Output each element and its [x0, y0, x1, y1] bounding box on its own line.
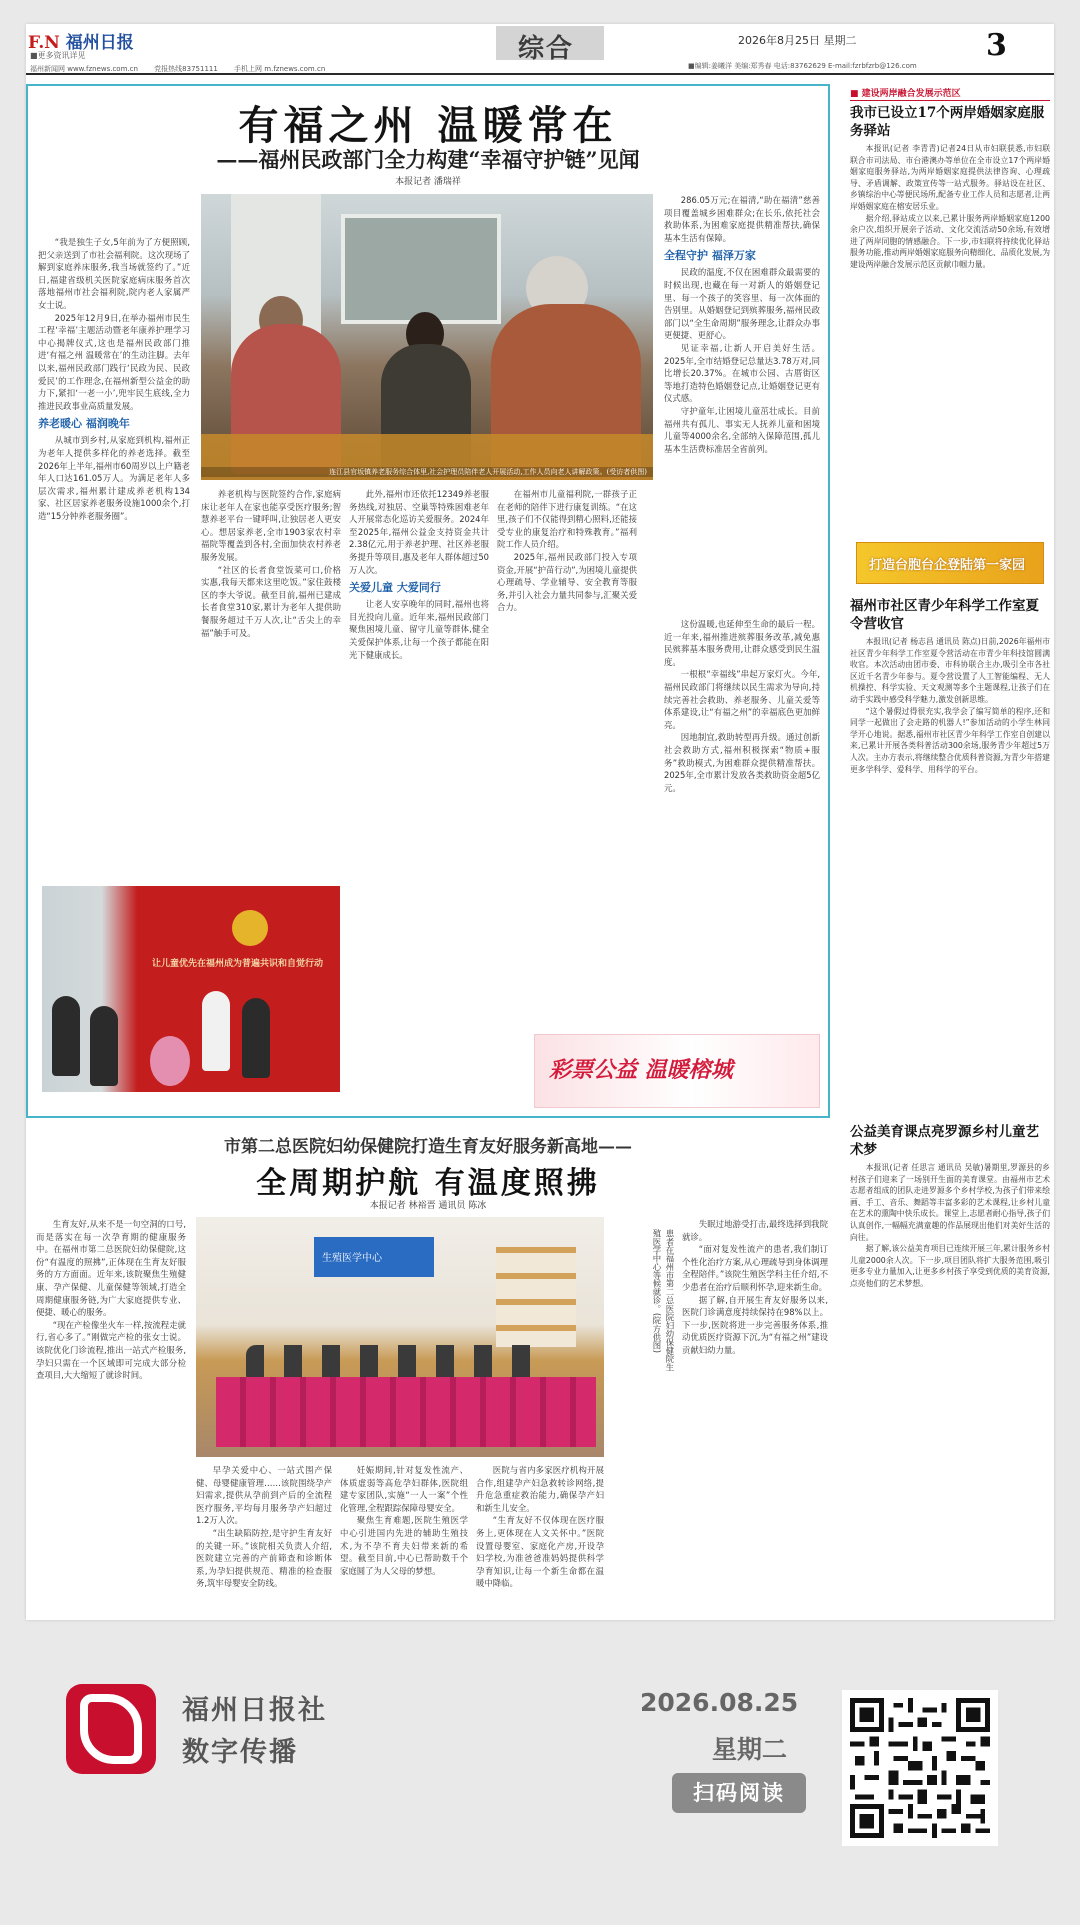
- scan-read-button[interactable]: 扫码阅读: [672, 1773, 806, 1813]
- footer-org-sub: 数字传播: [182, 1737, 298, 1768]
- main-col-2: 养老机构与医院签约合作,家庭病床让老年人在家也能享受医疗服务;智慧养老平台一键呼叫,让独居老人更安心。想居家养老,全市1903家农村幸福院等覆盖到各村,全面加快农村养老服务发展。 “社区的长者食堂饭菜可口,价格实惠,我每天都来这里吃饭。”家住鼓楼区的李大爷说。截至目前,福州已建成长者食堂310家,累计为老年人提供助餐服务超过千万人次,让“舌尖上的幸福”触手可及。: [201, 489, 341, 638]
- footer-org-name: 福州日报社: [182, 1695, 327, 1726]
- main-col-3: 此外,福州市还依托12349养老服务热线,对独居、空巢等特殊困难老年人开展常态化巡访关爱服务。2024年至2025年,福州公益金支持资金共计2.38亿元,用于养老护理、社区养老服务提升等项目,惠及老年人群体超过50万人次。 关爱儿童 大爱同行 让老人安享晚年的同时,福州也将目光投向儿童。近年来,福州民政部门聚焦困境儿童、留守儿童等群体,健全关爱保护体系,让每一个孩子都能在阳光下健康成长。: [349, 489, 489, 660]
- masthead: [26, 24, 1054, 76]
- main-col-5: 286.05万元;在福清,“助在福清”慈善项目覆盖城乡困难群众;在长乐,依托社会救助体系,为困难家庭提供精准帮扶,确保基本生活有保障。 全程守护 福泽万家 民政的温度,不仅在困难群众最需要的时候出现,也藏在每一对新人的婚姻登记里、每一个孩子的笑容里、每一次体面的告别里。从婚姻登记到殡葬服务,福州民政部门以“全生命周期”服务理念,让群众办事更便捷、更舒心。 见证幸福,让新人开启美好生活。2025年,全市结婚登记总量达3.78万对,同比增长20.37%。在城市公园、古厝街区等地打造特色婚姻登记点,让婚姻登记更有仪式感。 守护童年,让困境儿童茁壮成长。目前福州共有孤儿、事实无人抚养儿童和困境儿童等4000余名,全部纳入保障范围,孤儿基本生活费标准居全省前列。: [664, 195, 820, 454]
- elderly-care-photo: [201, 194, 653, 480]
- main-subhead: ——福州民政部门全力构建“幸福守护链”见闻: [216, 147, 640, 172]
- masthead-slogan: ■更多资讯详见: [30, 51, 86, 60]
- story2-kicker: 市第二总医院妇幼保健院打造生育友好服务新高地——: [224, 1137, 632, 1157]
- column-tag: ■ 建设两岸融合发展示范区: [850, 86, 1050, 101]
- story2-col-5: 失眠过地游受打击,最终选择到我院就诊。 “面对复发性流产的患者,我们制订个性化治疗方案,从心理疏导到身体调理全程陪伴。”该院生殖医学科主任介绍,不少患者在治疗后顺利怀孕,迎来新生命。 据了解,自开展生育友好服务以来,医院门诊满意度持续保持在98%以上。下一步,医院将进一步完善服务体系,推动优质医疗资源下沉,为“有福之州”建设贡献妇幼力量。: [682, 1219, 828, 1355]
- main-col-1: “我是独生子女,5年前为了方便照顾,把父亲送到了市社会福利院。这次现场了解到家庭养床服务,我当场就签约了。”近日,福建省级机关医院家庭病床服务首次落地福州市社会福利院,院内老人家属严女士说。 2025年12月9日,在举办福州市民生工程‘幸福’主题活动暨老年康养护理学习中心揭牌仪式,这也是福州民政部门推进‘有福之州 温暖常在’的生动注脚。去年以来,福州民政部门践行‘民政为民、民政爱民’的工作理念,在福州新型公益金的助力下,紧扣‘一老一小’,兜牢民生底线,全力推进民政事业高质量发展。 养老暖心 福润晚年 从城市到乡村,从家庭到机构,福州正为老年人提供多样化的养老选择。截至2026年上半年,福州市60周岁以上户籍老年人口达161.05万人。为满足老年人多层次需求,福州累计建成养老机构134家、社区居家养老服务设施1000余个,打造“15分钟养老服务圈”。: [38, 237, 190, 521]
- right-article-3-body: 本报讯(记者 任思言 通讯员 吴敏)暑期里,罗源县的乡村孩子们迎来了一场别开生面的美育课堂。由福州市艺术志愿者组成的团队走进罗源多个乡村学校,为孩子们带来绘画、手工、音乐、舞蹈等丰富多彩的艺术课程,让乡村儿童在艺术的熏陶中快乐成长。课堂上,志愿者耐心指导,孩子们认真创作,一幅幅充满童趣的作品展现出他们对美好生活的向往。 据了解,该公益美育项目已连续开展三年,累计服务乡村儿童2000余人次。下一步,项目团队将扩大服务范围,吸引更多专业力量加入,让更多乡村孩子享受到优质的美育资源,点亮他们的艺术梦想。: [850, 1163, 1050, 1288]
- taiwan-homeland-ad[interactable]: 打造台胞台企登陆第一家园: [856, 542, 1044, 584]
- right-article-3-title: 公益美育课点亮罗源乡村儿童艺术梦: [850, 1124, 1039, 1158]
- footer-weekday: 星期二: [712, 1735, 788, 1764]
- main-col-6: 这份温暖,也延伸至生命的最后一程。近一年来,福州推进殡葬服务改革,减免惠民殡葬基本服务费用,让群众感受到民生温度。 一根根“幸福线”串起万家灯火。今年,福州民政部门将继续以民生需求为导向,持续完善社会救助、养老服务、儿童关爱等体系建设,让“有福之州”的幸福底色更加鲜亮。 因地制宜,救助转型再升级。通过创新社会救助方式,福州积极探索“物质+服务”救助模式,为困难群众提供精准帮扶。2025年,全市累计发放各类救助资金超5亿元。: [664, 619, 820, 793]
- editor-credits: ■编辑:姜曦洋 美编:郑秀春 电话:83762629 E-mail:fzrbfzrb@126.com: [688, 62, 917, 70]
- hotline: 党报热线83751111: [154, 65, 218, 73]
- hospital-waiting-photo: 生殖医学中心: [196, 1217, 604, 1457]
- story2-col-2: 早孕关爱中心、一站式围产保健、母婴健康管理……该院围绕孕产妇需求,提供从孕前到产后的全流程医疗服务,平均每月服务孕产妇超过1.2万人次。 “出生缺陷防控,是守护生育友好的关键一环。”该院相关负责人介绍,医院建立完善的产前筛查和诊断体系,为孕妇提供规范、精准的检查服务,筑牢母婴安全防线。: [196, 1465, 332, 1589]
- section-heading: 全程守护 福泽万家: [664, 249, 756, 263]
- newspaper-logo: F.N 福州日报: [28, 33, 134, 53]
- mobile-url: 手机上网 m.fznews.com.cn: [234, 65, 326, 73]
- newspaper-page: [26, 24, 1054, 1620]
- story2-headline[interactable]: 全周期护航 有温度照拂: [256, 1166, 600, 1201]
- qr-code-icon[interactable]: [842, 1690, 998, 1846]
- right-article-3[interactable]: [850, 1120, 1050, 1614]
- site-url: 福州新闻网 www.fznews.com.cn: [30, 65, 138, 73]
- page-number: 3: [986, 28, 1007, 63]
- right-article-1-body: 本报讯(记者 李青青)记者24日从市妇联获悉,市妇联联合市司法局、市台港澳办等单位在全市设立17个两岸婚姻家庭服务驿站,为两岸婚姻家庭提供法律咨询、心理疏导、矛盾调解、政策宣传等一站式服务。驿站设在社区、乡镇综治中心等便民场所,配备专业工作人员和志愿者,让两岸婚姻家庭在榕安居乐业。 据介绍,驿站成立以来,已累计服务两岸婚姻家庭1200余户次,组织开展亲子活动、文化交流活动50余场,有效增进了两岸同胞的情感融合。下一步,市妇联将持续优化驿站服务功能,推动两岸婚姻家庭服务向精细化、品质化发展,为建设两岸融合发展示范区贡献巾帼力量。: [850, 144, 1050, 269]
- child-welfare-photo: 让儿童优先在福州成为普遍共识和自觉行动: [42, 886, 340, 1092]
- story2-byline: 本报记者 林裕晋 通讯员 陈冰: [369, 1201, 487, 1211]
- main-headline: 有福之州 温暖常在: [238, 102, 618, 149]
- right-article-2-body: 本报讯(记者 杨志昌 通讯员 陈点)日前,2026年福州市社区青少年科学工作室夏令营活动在市青少年科技馆圆满收官。本次活动由团市委、市科协联合主办,吸引全市各社区近千名青少年参与。夏令营设置了人工智能编程、无人机操控、科学实验、天文观测等多个主题课程,让孩子们在动手实践中感受科学魅力,激发创新思维。 “这个暑假过得很充实,我学会了编写简单的程序,还和同学一起做出了会走路的机器人!”参加活动的小学生林同学开心地说。据悉,福州市社区青少年科学工作室自创建以来,已累计开展各类科普活动300余场,服务青少年超过5万人次。主办方表示,将继续整合优质科普资源,为青少年搭建更多学科学、爱科学、用科学的平台。: [850, 637, 1050, 774]
- story2-col-4: 医院与省内多家医疗机构开展合作,组建孕产妇急救转诊网络,提升危急重症救治能力,确保孕产妇和新生儿安全。 “生育友好不仅体现在医疗服务上,更体现在人文关怀中。”医院设置母婴室、家庭化产房,开设孕妇学校,为准爸爸准妈妈提供科学孕育知识,让每一个新生命都在温暖中降临。: [476, 1465, 604, 1589]
- right-article-2[interactable]: [850, 594, 1050, 1114]
- lottery-ad[interactable]: 彩票公益 温暖榕城: [534, 1034, 820, 1108]
- right-article-1[interactable]: [850, 86, 1050, 536]
- photo-caption: 连江县官坂镇养老服务综合体里,社会护理员陪伴老人开展活动,工作人员向老人讲解政策。(受访者供图): [201, 467, 653, 477]
- section-heading: 关爱儿童 大爱同行: [349, 581, 441, 595]
- story2-col-3: 妊娠期间,针对复发性流产、体质虚弱等高危孕妇群体,医院组建专家团队,实施“一人一案”个性化管理,全程跟踪保障母婴安全。 聚焦生育难题,医院生殖医学中心引进国内先进的辅助生殖技术,为不孕不育夫妇带来新的希望。截至目前,中心已帮助数千个家庭圆了为人父母的梦想。: [340, 1465, 468, 1576]
- right-article-2-title: 福州市社区青少年科学工作室夏令营收官: [850, 598, 1039, 632]
- main-story[interactable]: [26, 84, 830, 1118]
- story2-col-1: 生育友好,从来不是一句空洞的口号,而是落实在每一次孕育期的健康服务中。在福州市第二总医院妇幼保健院,这份“有温度的照拂”,正体现在生育友好服务的方方面面。近年来,该院聚焦生殖健康、孕产保健、儿童保健等领域,打造全周期健康服务链,为广大家庭提供专业、便捷、暖心的服务。 “现在产检像坐火车一样,按流程走就行,省心多了。”刚做完产检的张女士说。该院优化门诊流程,推出一站式产检服务,孕妇只需在一个区域即可完成大部分检查项目,大大缩短了就诊时间。: [36, 1219, 186, 1381]
- right-article-1-title: 我市已设立17个两岸婚姻家庭服务驿站: [850, 105, 1045, 139]
- main-col-4: 在福州市儿童福利院,一群孩子正在老师的陪伴下进行康复训练。“在这里,孩子们不仅能得到精心照料,还能接受专业的康复治疗和特殊教育。”福利院工作人员介绍。 2025年,福州民政部门投入专项资金,开展“护苗行动”,为困境儿童提供心理疏导、学业辅导、安全教育等服务,并引入社会力量共同参与,汇聚关爱合力。: [497, 489, 637, 613]
- section-badge: 综合: [496, 26, 604, 60]
- main-byline: 本报记者 潘瑞祥: [395, 177, 461, 187]
- story2-photo-caption: 患者在福州市第二总医院妇幼保健院生殖医学中心等候就诊。(院方供图): [652, 1229, 675, 1372]
- fuzhou-daily-logo-icon: [66, 1684, 156, 1774]
- masthead-rule: [26, 73, 1054, 75]
- section-heading: 养老暖心 福润晚年: [38, 417, 130, 431]
- issue-date: 2026年8月25日 星期二: [738, 34, 857, 47]
- footer-date: 2026.08.25: [640, 1688, 799, 1717]
